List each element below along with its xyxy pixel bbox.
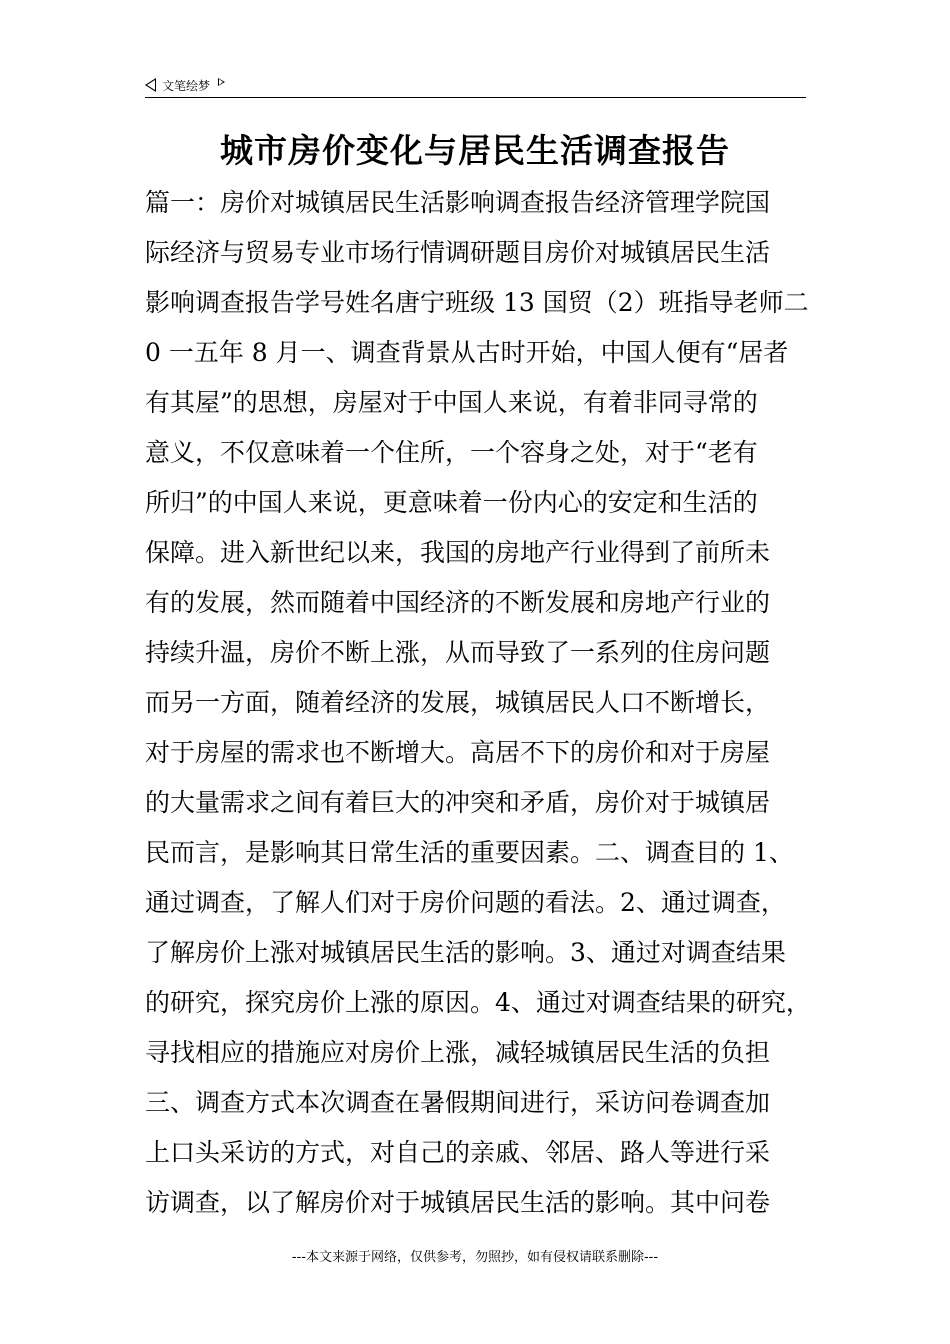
document-body	[145, 178, 810, 1228]
body-line: 持续升温，房价不断上涨，从而导致了一系列的住房问题	[145, 638, 771, 667]
body-line: 寻找相应的措施应对房价上涨，减轻城镇居民生活的负担	[145, 1038, 771, 1067]
body-line: 上口头采访的方式，对自己的亲戚、邻居、路人等进行采	[145, 1138, 771, 1167]
body-line: 的大量需求之间有着巨大的冲突和矛盾，房价对于城镇居	[145, 788, 771, 817]
body-line: 0 一五年 8 月一、调查背景从古时开始，中国人便有“居者	[145, 338, 789, 367]
page-header	[145, 74, 225, 96]
body-line: 访调查，以了解房价对于城镇居民生活的影响。其中问卷	[145, 1188, 771, 1217]
body-line: 民而言，是影响其日常生活的重要因素。二、调查目的 1、	[145, 838, 794, 867]
body-line: 有的发展，然而随着中国经济的不断发展和房地产行业的	[145, 588, 771, 617]
body-line: 了解房价上涨对城镇居民生活的影响。3、通过对调查结果	[145, 938, 786, 967]
header-label: 文笔绘梦	[162, 78, 211, 93]
triangle-right-icon	[218, 78, 225, 86]
body-line: 际经济与贸易专业市场行情调研题目房价对城镇居民生活	[145, 238, 771, 267]
page-footer: ---本文来源于网络，仅供参考，勿照抄，如有侵权请联系删除---	[291, 1250, 659, 1265]
body-line: 三、调查方式本次调查在暑假期间进行，采访问卷调查加	[145, 1088, 771, 1117]
body-line: 对于房屋的需求也不断增大。高居不下的房价和对于房屋	[145, 738, 771, 767]
header-divider	[145, 97, 806, 98]
body-line: 保障。进入新世纪以来，我国的房地产行业得到了前所未	[145, 538, 771, 567]
body-line: 篇一：房价对城镇居民生活影响调查报告经济管理学院国	[145, 188, 771, 217]
body-line: 通过调查，了解人们对于房价问题的看法。2、通过调查，	[145, 888, 786, 917]
body-line: 的研究，探究房价上涨的原因。4、通过对调查结果的研究，	[145, 988, 811, 1017]
document-title: 城市房价变化与居民生活调查报告	[220, 131, 730, 170]
body-line: 而另一方面，随着经济的发展，城镇居民人口不断增长，	[145, 688, 771, 717]
body-line: 有其屋”的思想，房屋对于中国人来说，有着非同寻常的	[145, 388, 758, 417]
body-line: 意义，不仅意味着一个住所，一个容身之处，对于“老有	[145, 438, 758, 467]
triangle-left-icon	[145, 78, 156, 92]
body-line: 所归”的中国人来说，更意味着一份内心的安定和生活的	[145, 488, 758, 517]
body-line: 影响调查报告学号姓名唐宁班级 13 国贸（2）班指导老师二	[145, 288, 809, 317]
